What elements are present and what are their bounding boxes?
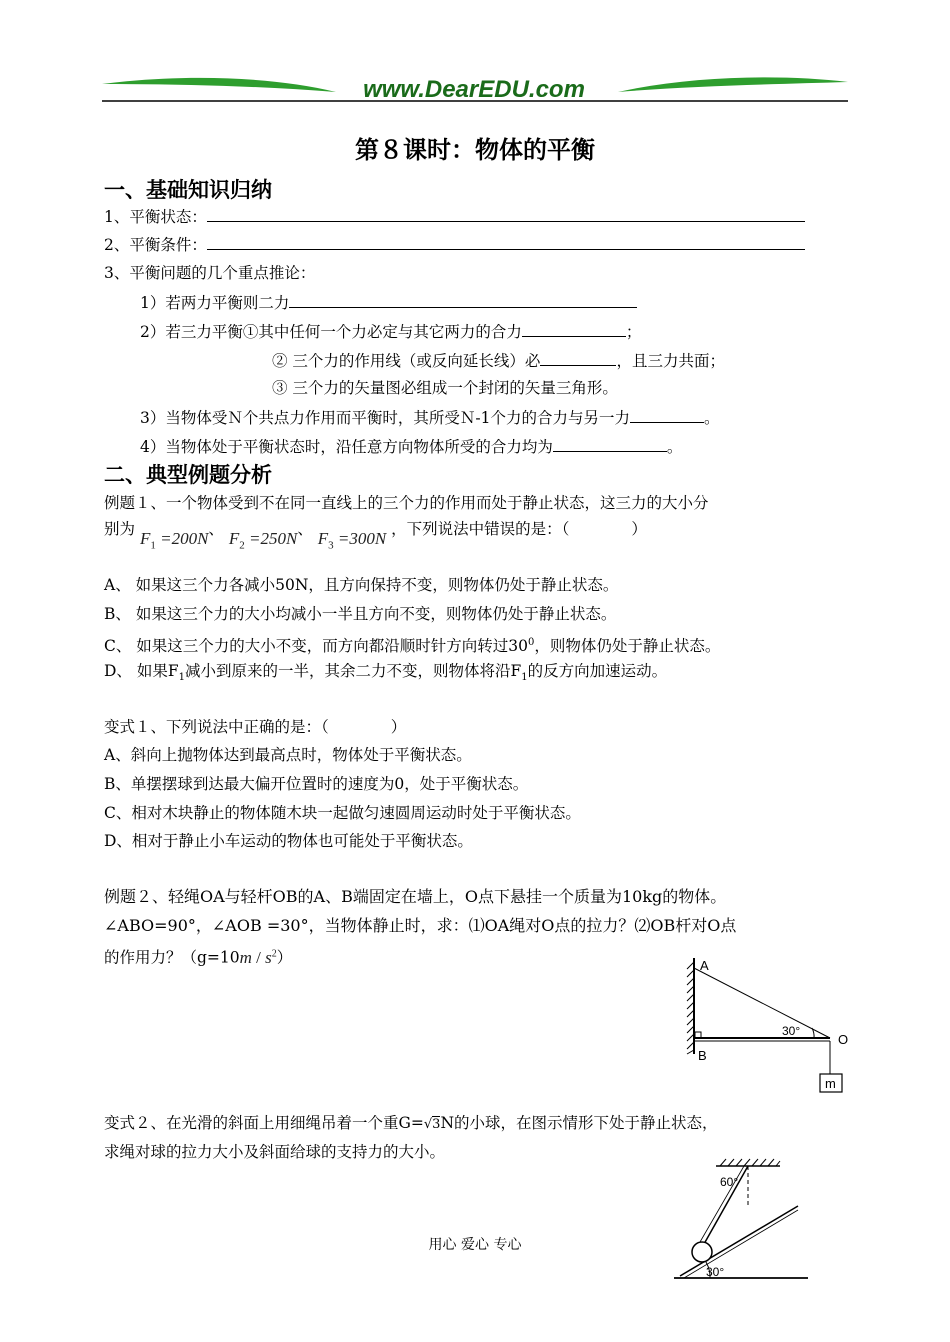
answer-blank — [207, 205, 805, 222]
force-f1: $F_1 =200N$ — [139, 529, 209, 552]
answer-blank — [540, 349, 616, 366]
label-m: m — [825, 1076, 836, 1091]
label-a: A — [700, 958, 709, 973]
answer-blank — [522, 320, 626, 337]
example1-option-c: C、 如果这三个力的大小不变，而方向都沿顺时针方向转过$30^0$，则物体仍处于静止状态。 — [104, 637, 721, 656]
page-footer: 用心 爱心 专心 — [428, 1237, 522, 1253]
angle-top-label: 60° — [720, 1175, 739, 1189]
example1-option-a: A、 如果这三个力各减小50N，且方向保持不变，则物体仍处于静止状态。 — [104, 576, 619, 594]
sub-item-2b: ② 三个力的作用线（或反向延长线）必 ，且三力共面； — [272, 349, 725, 372]
right-swoosh — [618, 77, 848, 92]
sub-item-1: 1）若两力平衡则二力 — [140, 291, 637, 314]
variant1-option-d: D、相对于静止小车运动的物体也可能处于平衡状态。 — [104, 832, 473, 850]
figure-ball-on-incline — [672, 1152, 812, 1286]
answer-blank — [289, 291, 637, 308]
variant1-option-b: B、单摆摆球到达最大偏开位置时的速度为0，处于平衡状态。 — [104, 775, 529, 793]
example1-line1: 例题１、一个物体受到不在同一直线上的三个力的作用而处于静止状态，这三力的大小分 — [104, 494, 709, 512]
force-f2: $F_2 =250N$ — [228, 529, 298, 552]
force-f3: $F_3 =300N$ — [317, 529, 387, 552]
sqrt-expression: √3 — [423, 1117, 441, 1132]
example2-line1: 例题２、轻绳OA与轻杆OB的A、B端固定在墙上，O点下悬挂一个质量为10kg的物体。 — [104, 887, 727, 906]
example2-line3: 的作用力？$(g=10m / s^2)$ — [104, 947, 293, 967]
left-swoosh — [102, 78, 336, 92]
variant1-option-c: C、相对木块静止的物体随木块一起做匀速圆周运动时处于平衡状态。 — [104, 804, 581, 822]
unit-formula: m / $s^2$ — [239, 947, 277, 967]
example2-line2: ∠ABO=90°，∠AOB =30°，当物体静止时，求：⑴OA绳对O点的拉力？⑵OB杆对O点 — [104, 916, 737, 935]
label-o: O — [838, 1032, 849, 1047]
answer-blank — [630, 406, 704, 423]
example1-option-b: B、 如果这三个力的大小均减小一半且方向不变，则物体仍处于静止状态。 — [104, 605, 617, 623]
figure-wall-rope-rod — [684, 956, 854, 1096]
section2-heading: 二、典型例题分析 — [104, 463, 272, 487]
item-3: 3、平衡问题的几个重点推论： — [104, 264, 316, 282]
logo-text: www.DearEDU.com — [363, 76, 585, 103]
label-b: B — [698, 1048, 707, 1063]
sub-item-4: 4）当物体处于平衡状态时，沿任意方向物体所受的合力均为 。 — [140, 435, 682, 458]
rope-oa — [694, 968, 830, 1038]
sub-item-3: 3）当物体受Ｎ个共点力作用而平衡时，其所受Ｎ-1个力的合力与另一力 。 — [140, 406, 719, 429]
variant1-option-a: A、斜向上抛物体达到最高点时，物体处于平衡状态。 — [104, 746, 472, 764]
item-1: 1、平衡状态： — [104, 205, 805, 228]
variant2-line2: 求绳对球的拉力大小及斜面给球的支持力的大小。 — [104, 1143, 446, 1161]
page-title: 第８课时：物体的平衡 — [355, 136, 595, 164]
angle-bottom-label: 30° — [706, 1265, 725, 1279]
answer-blank — [207, 233, 805, 250]
sub-item-2a: 2）若三力平衡①其中任何一个力必定与其它两力的合力 ； — [140, 320, 641, 343]
item-2: 2、平衡条件： — [104, 233, 805, 256]
section1-heading: 一、基础知识归纳 — [104, 178, 272, 202]
example1-option-d: D、 如果$F_1$减小到原来的一半，其余二力不变，则物体将沿$F_1$的反方向加速运动。 — [104, 662, 668, 684]
variant2-line1: 变式２、在光滑的斜面上用细绳吊着一个重G=√3N的小球，在图示情形下处于静止状态， — [104, 1114, 718, 1132]
variant1-title: 变式１、下列说法中正确的是：（ ） — [104, 718, 407, 736]
answer-blank — [553, 435, 667, 452]
angle-label: 30° — [782, 1024, 801, 1038]
example1-line2: 别为 $F_1 =200N$、 $F_2 =250N$、 $F_3 =300N$ ，下列说法中错误的是：（ ） — [104, 520, 647, 552]
header-banner — [100, 70, 850, 104]
sub-item-2c: ③ 三个力的矢量图必组成一个封闭的矢量三角形。 — [272, 379, 618, 397]
